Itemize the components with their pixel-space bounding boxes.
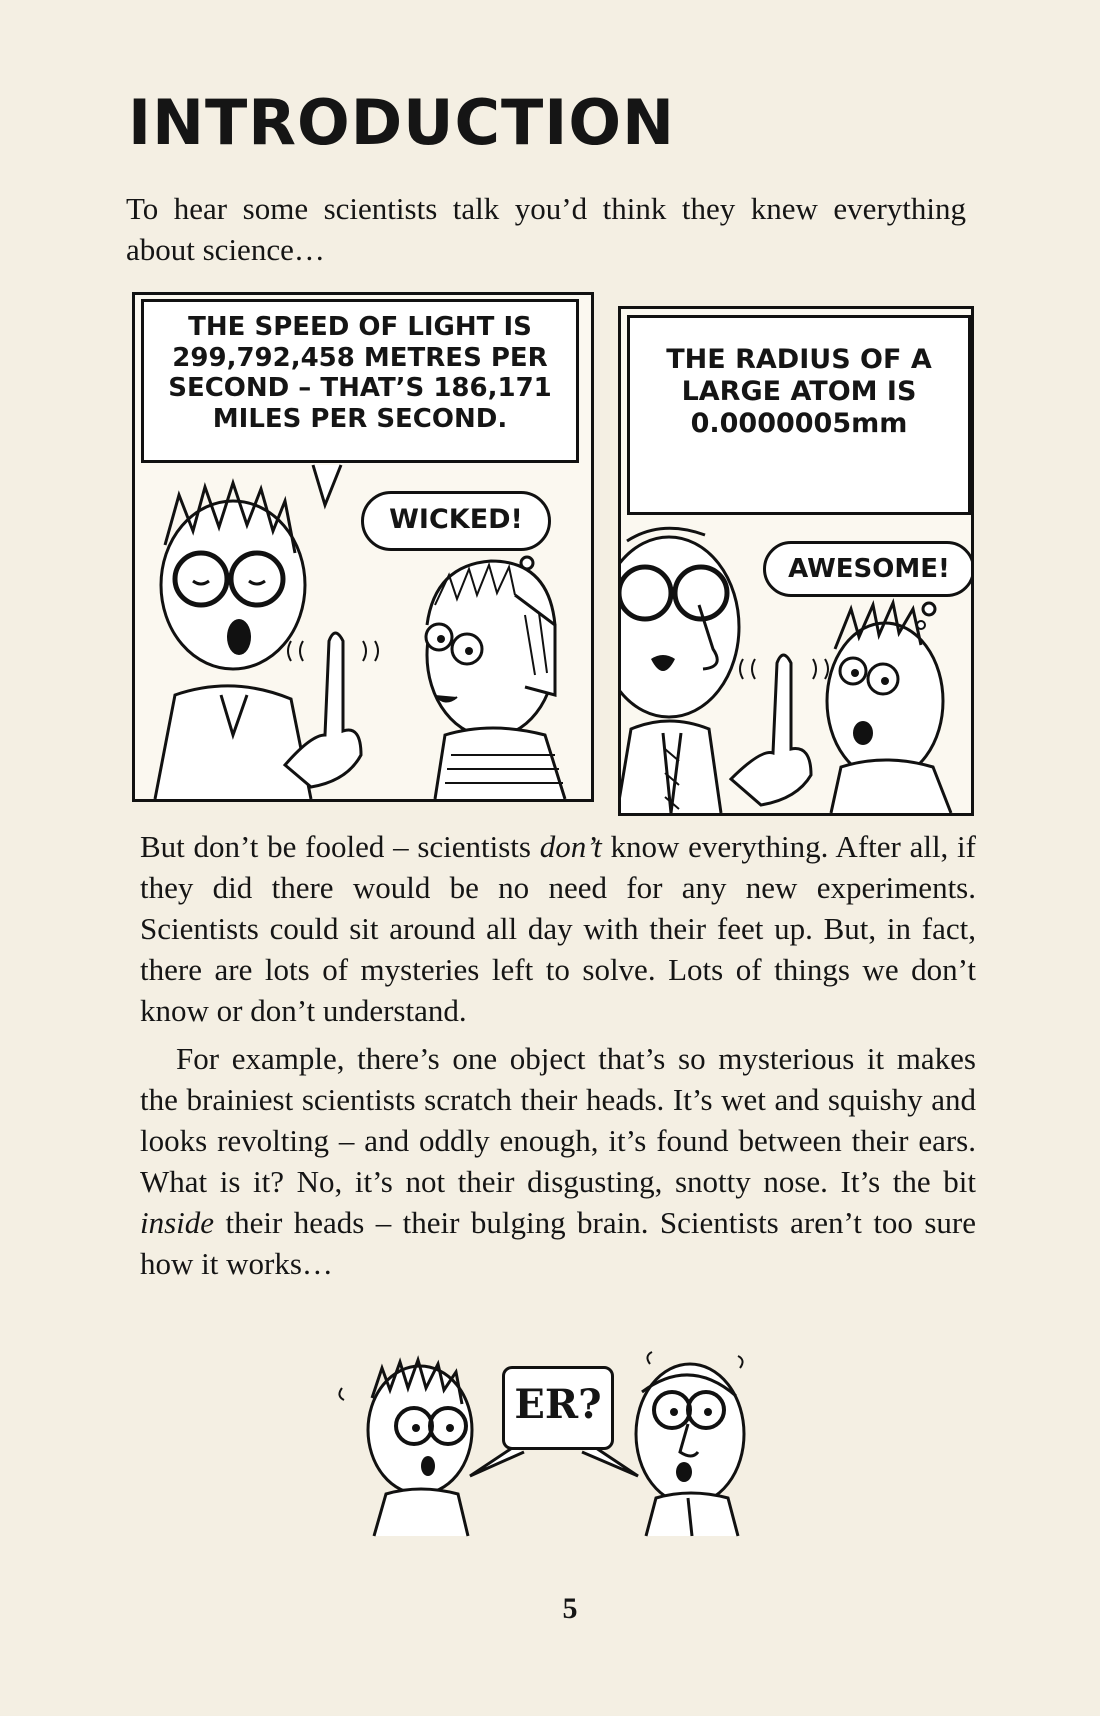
thought-bubble-awesome: AWESOME! (763, 541, 974, 597)
page-number: 5 (562, 1592, 578, 1625)
para2-emphasis: inside (140, 1205, 215, 1240)
para1-text-start: But don’t be fooled – scientists (140, 829, 540, 864)
thought-bubble-wicked: WICKED! (361, 491, 551, 551)
speech-bubble-er: ER? (502, 1366, 614, 1450)
intro-paragraph: To hear some scientists talk you’d think they knew everything about science… (126, 191, 966, 267)
speech-bubble-atom-radius: THE RADIUS OF A LARGE ATOM IS 0.0000005mm (627, 315, 971, 515)
page-heading: INTRODUCTION (128, 86, 675, 159)
body-paragraph-2 (140, 1038, 976, 1284)
para2-text-end: their heads – their bulging brain. Scientists aren’t too sure how it works… (140, 1205, 976, 1281)
body-paragraph-1 (140, 826, 976, 1031)
comic-panel-2 (618, 306, 974, 816)
para1-emphasis: don’t (539, 829, 602, 864)
speech-bubble-speed-of-light: THE SPEED OF LIGHT IS 299,792,458 METRES PER SECOND – THAT’S 186,171 MILES PER SECOND. (141, 299, 579, 463)
comic-panel-1 (132, 292, 594, 802)
para1-text-end: know everything. After all, if they did there would be no need for any new experiments. Scientists could sit around all day with their feet up. But, in fact, there are lots of mysteries left to solve. Lots of things we don’t know or don’t understand. (140, 829, 976, 1028)
para2-text-start: For example, there’s one object that’s so mysterious it makes the brainiest scientists scratch their heads. It’s wet and squishy and looks revolting – and oddly enough, it’s found between their ears. What is it? No, it’s not their disgusting, snotty nose. It’s the bit (140, 1041, 976, 1199)
